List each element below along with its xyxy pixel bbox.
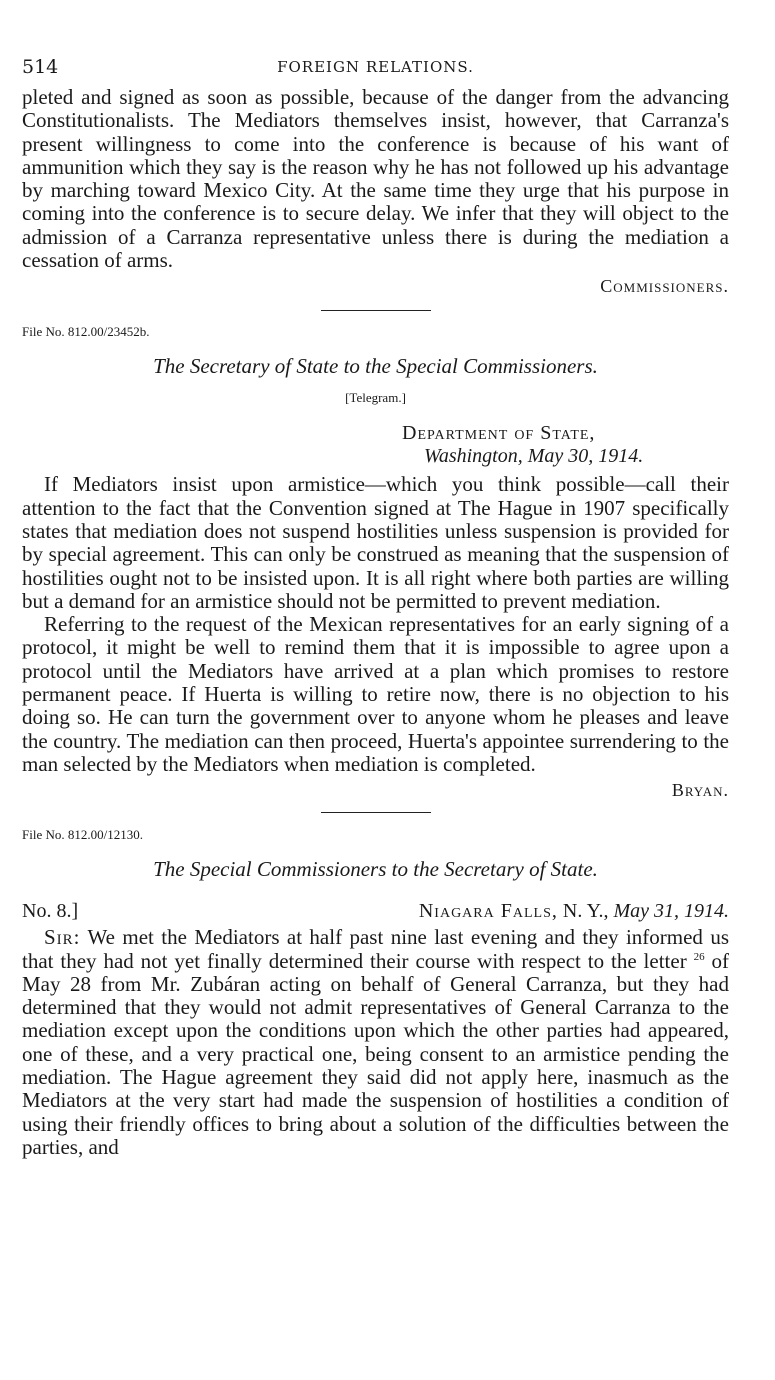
footnote-reference: 26: [693, 950, 705, 963]
dispatch-place-date: [419, 900, 729, 923]
dateline-place-date: Washington, May 30, 1914.: [424, 445, 644, 468]
running-title: FOREIGN RELATIONS.: [277, 58, 474, 76]
section-divider: [321, 310, 431, 311]
dispatch-state: N. Y.,: [562, 900, 609, 923]
dateline: [402, 422, 729, 468]
continued-paragraph: pleted and signed as soon as possible, because of the danger from the advancing Constitutionalists. The Mediators themselves insist, however, that Carranza's present willingness to come into the conference is because of his want of ammunition which they say is the reason why he has not followed up his advantage by marching toward Mexico City. At the same time they urge that his purpose in coming into the conference is to secure delay. We infer that they will object to the admission of a Carranza representative unless there is during the mediation a cessation of arms.: [22, 85, 729, 273]
dispatch-place: Niagara Falls,: [418, 900, 558, 923]
running-head: [22, 56, 729, 86]
section-divider: [321, 812, 431, 813]
telegram-paragraph-2: Referring to the request of the Mexican representatives for an early signing of a protocol, it might be well to remind them that it is impossible to agree upon a protocol until the Mediators have arrived at a plan which promises to restore permanent peace. If Huerta is willing to retire now, there is no objection to his doing so. He can turn the government over to anyone whom he pleases and leave the country. The mediation can then proceed, Huerta's appointee surrendering to the man selected by the Mediators when mediation is completed.: [22, 612, 729, 776]
signature-bryan: Bryan.: [671, 780, 729, 801]
letter-text-part-1: We met the Mediators at half past nine last evening and they informed us that they had not yet finally determined their course with respect to the letter: [22, 925, 730, 973]
dispatch-date: May 31, 1914.: [613, 900, 729, 923]
salutation: Sir:: [44, 925, 81, 950]
telegram-label: [Telegram.]: [345, 390, 406, 406]
file-number: File No. 812.00/12130.: [22, 827, 143, 843]
dateline-department: Department of State,: [402, 422, 596, 445]
letter-paragraph: [22, 926, 729, 1159]
dispatch-header: [22, 900, 729, 926]
document-title: The Special Commissioners to the Secretary of State.: [153, 857, 598, 882]
signature-commissioners: Commissioners.: [600, 276, 729, 297]
file-number: File No. 812.00/23452b.: [22, 324, 150, 340]
dispatch-number: No. 8.]: [22, 900, 79, 923]
telegram-paragraph-1: If Mediators insist upon armistice—which you think possible—call their attention to the fact that the Convention signed at The Hague in 1907 specifically states that mediation does not suspend hostilities unless suspension is provided for by special agreement. This can only be construed as meaning that the suspension of hostilities ought not to be insisted upon. It is all right where both parties are willing but a demand for an armistice should not be permitted to prevent mediation.: [22, 472, 729, 613]
page-number: 514: [22, 56, 59, 78]
letter-text-part-2: of May 28 from Mr. Zubáran acting on behalf of General Carranza, but they had determined that they would not admit representatives of General Carranza to the mediation except upon the conditions upon which the other parties had appeared, one of these, and a very practical one, being consent to an armistice pending the mediation. The Hague agreement they said did not apply here, inasmuch as the Mediators at the very start had made the suspension of hostilities a condition of using their friendly offices to bring about a solution of the difficulties between the parties, and: [22, 948, 729, 1159]
document-title: The Secretary of State to the Special Commissioners.: [153, 354, 598, 379]
